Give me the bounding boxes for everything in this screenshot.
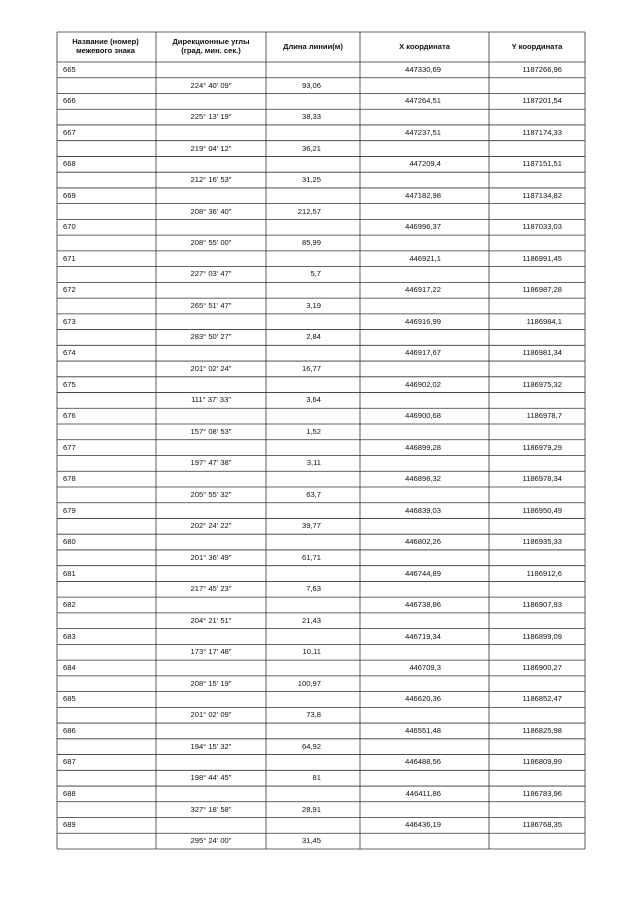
segment-length: 81: [312, 773, 321, 783]
point-name: 667: [63, 127, 76, 137]
point-y: 1186981,34: [522, 348, 562, 358]
segment-length: 2,84: [306, 332, 321, 342]
point-x: 446620,36: [405, 694, 441, 704]
point-name: 681: [63, 568, 76, 578]
segment-angle: 201° 02' 09": [190, 710, 232, 720]
point-x: 446900,68: [405, 411, 441, 421]
point-y: 1186907,93: [522, 600, 562, 610]
point-y: 1187201,54: [522, 96, 562, 106]
point-y: 1186975,32: [522, 379, 562, 389]
segment-angle: 194° 15' 32": [190, 741, 232, 751]
segment-angle: 198° 44' 45": [190, 773, 232, 783]
point-x: 446802,26: [405, 537, 441, 547]
segment-length: 39,77: [301, 521, 321, 531]
segment-angle: 201° 36' 49": [190, 552, 232, 562]
segment-length: 93,06: [301, 80, 321, 90]
point-name: 685: [63, 694, 76, 704]
header-y-coordinate: Y координата: [511, 42, 563, 51]
point-y: 1186852,47: [522, 694, 562, 704]
point-x: 446488,56: [405, 757, 441, 767]
header-x-coordinate: X координата: [399, 42, 450, 51]
point-y: 1187266,96: [522, 64, 562, 74]
segment-length: 36,21: [301, 143, 321, 153]
segment-angle: 208° 15' 19": [190, 678, 232, 688]
point-name: 677: [63, 442, 76, 452]
point-x: 446744,89: [405, 568, 441, 578]
point-y: 1186768,35: [522, 820, 562, 830]
segment-angle: 217° 45' 23": [190, 584, 232, 594]
point-x: 446719,34: [405, 631, 441, 641]
point-x: 446839,03: [405, 505, 441, 515]
segment-length: 73,8: [306, 710, 321, 720]
point-y: 1186783,96: [522, 788, 562, 798]
point-y: 1186987,28: [522, 285, 562, 295]
point-y: 1186978,34: [522, 474, 562, 484]
point-name: 674: [63, 348, 76, 358]
segment-length: 100,97: [297, 678, 321, 688]
segment-angle: 208° 55' 00": [190, 238, 232, 247]
point-name: 668: [63, 159, 76, 169]
header-point-name: Название (номер) межевого знака: [72, 37, 139, 55]
header-line-length: Длина линии(м): [283, 42, 343, 51]
point-y: 1186979,29: [522, 442, 562, 452]
point-y: 1186991,45: [522, 253, 562, 263]
point-name: 672: [63, 285, 76, 295]
point-name: 669: [63, 190, 76, 200]
segment-length: 7,63: [306, 584, 321, 594]
segment-angle: 227° 03' 47": [190, 269, 232, 279]
segment-length: 3,64: [306, 395, 321, 405]
segment-angle: 173° 17' 48": [190, 647, 232, 657]
point-y: 1186978,7: [526, 411, 562, 421]
header-direction-angle: Дирекционные углы (град. мин. сек.): [172, 37, 250, 55]
point-name: 676: [63, 411, 76, 421]
segment-angle: 212° 16' 53": [190, 175, 232, 185]
point-y: 1186900,27: [522, 662, 562, 672]
point-x: 447264,51: [405, 96, 441, 106]
segment-angle: 197° 47' 38": [190, 458, 232, 468]
point-x: 446996,37: [405, 222, 441, 232]
segment-length: 21,43: [301, 615, 321, 625]
point-x: 447182,98: [405, 190, 441, 200]
point-x: 446709,3: [409, 662, 441, 672]
segment-length: 16,77: [301, 363, 321, 373]
segment-length: 28,91: [301, 804, 321, 814]
point-name: 671: [63, 253, 76, 263]
segment-angle: 111° 37' 33": [191, 395, 231, 405]
point-y: 1187134,82: [522, 190, 562, 200]
segment-angle: 224° 40' 09": [190, 80, 232, 90]
point-x: 446738,86: [405, 600, 441, 610]
point-y: 1186899,09: [522, 631, 562, 641]
point-y: 1187033,03: [522, 222, 562, 232]
point-name: 683: [63, 631, 76, 641]
point-name: 666: [63, 96, 76, 106]
point-name: 670: [63, 222, 76, 232]
point-y: 1186912,6: [526, 568, 562, 578]
point-name: 688: [63, 788, 76, 798]
point-name: 679: [63, 505, 76, 515]
segment-length: 3,11: [306, 458, 321, 468]
segment-angle: 157° 08' 53": [190, 426, 232, 436]
point-name: 682: [63, 600, 76, 610]
segment-length: 64,92: [301, 741, 321, 751]
point-y: 1187151,51: [522, 159, 562, 169]
point-x: 446411,86: [405, 788, 441, 798]
point-y: 1186935,33: [522, 537, 562, 547]
segment-length: 31,45: [301, 836, 321, 846]
point-x: 446551,48: [405, 725, 441, 735]
segment-length: 3,19: [306, 300, 321, 310]
segment-length: 85,99: [301, 238, 321, 247]
segment-angle: 327° 18' 58": [190, 804, 232, 814]
point-y: 1187174,33: [522, 127, 562, 137]
point-y: 1186984,1: [526, 316, 562, 326]
point-x: 446899,28: [405, 442, 441, 452]
segment-angle: 265° 51' 47": [190, 300, 232, 310]
segment-angle: 283° 50' 27": [190, 332, 232, 342]
segment-angle: 219° 04' 12": [190, 143, 232, 153]
segment-length: 5,7: [310, 269, 321, 279]
point-x: 447237,51: [405, 127, 441, 137]
point-name: 665: [63, 64, 76, 74]
segment-angle: 201° 02' 24": [190, 363, 232, 373]
segment-angle: 295° 24' 00": [190, 836, 232, 846]
point-x: 446902,02: [405, 379, 441, 389]
segment-angle: 208° 36' 40": [190, 206, 232, 216]
point-y: 1186950,49: [522, 505, 562, 515]
point-x: 446896,32: [405, 474, 441, 484]
point-name: 689: [63, 820, 76, 830]
segment-length: 212,57: [297, 206, 321, 216]
segment-length: 10,11: [302, 647, 321, 657]
segment-angle: 202° 24' 22": [190, 521, 232, 531]
point-x: 446436,19: [405, 820, 441, 830]
point-x: 446921,1: [409, 253, 441, 263]
segment-length: 1,52: [306, 426, 321, 436]
point-x: 446916,99: [405, 316, 441, 326]
point-name: 673: [63, 316, 76, 326]
segment-angle: 225° 13' 19": [190, 112, 232, 122]
point-x: 446917,22: [405, 285, 441, 295]
point-name: 680: [63, 537, 76, 547]
point-x: 447330,69: [405, 64, 441, 74]
point-x: 446917,67: [405, 348, 441, 358]
point-name: 675: [63, 379, 76, 389]
segment-angle: 205° 55' 32": [190, 489, 232, 499]
point-name: 686: [63, 725, 76, 735]
point-y: 1186825,98: [522, 725, 562, 735]
point-name: 678: [63, 474, 76, 484]
point-name: 687: [63, 757, 76, 767]
segment-length: 61,71: [301, 552, 321, 562]
point-x: 447209,4: [409, 159, 441, 169]
segment-angle: 204° 21' 51": [190, 615, 232, 625]
segment-length: 31,25: [301, 175, 321, 185]
point-name: 684: [63, 662, 76, 672]
point-y: 1186809,99: [522, 757, 562, 767]
segment-length: 38,33: [301, 112, 321, 122]
segment-length: 63,7: [306, 489, 321, 499]
